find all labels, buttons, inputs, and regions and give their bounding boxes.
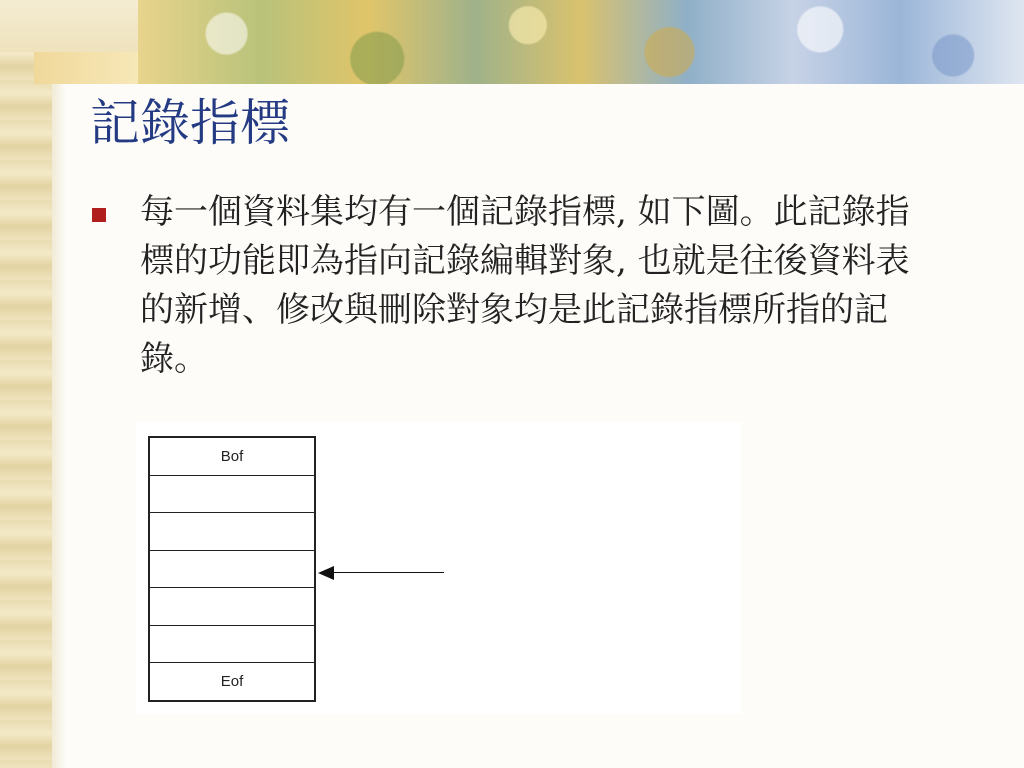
record-cell xyxy=(150,476,314,514)
bullet-text: 每一個資料集均有一個記錄指標, 如下圖。此記錄指標的功能即為指向記錄編輯對象, 也就是往後資料表的新增、修改與刪除對象均是此記錄指標所指的記錄。 xyxy=(140,192,910,379)
record-cell xyxy=(150,551,314,589)
bullet-square-icon xyxy=(92,208,106,222)
record-cell xyxy=(150,588,314,626)
top-left-background-block xyxy=(0,0,138,52)
top-accent-block xyxy=(34,52,138,84)
left-textured-strip xyxy=(0,0,52,768)
record-cell-bof: Bof xyxy=(150,438,314,476)
bullet-text-area xyxy=(140,188,930,422)
record-table xyxy=(148,436,316,702)
record-pointer-diagram xyxy=(136,422,742,714)
record-cell xyxy=(150,513,314,551)
pointer-line xyxy=(332,572,444,573)
arrow-left-icon xyxy=(318,566,334,580)
record-cell xyxy=(150,626,314,664)
banner-leaf-pattern xyxy=(138,0,1024,84)
top-decorative-banner xyxy=(138,0,1024,84)
record-cell-eof: Eof xyxy=(220,673,244,691)
slide-title: 記錄指標 xyxy=(90,94,290,152)
